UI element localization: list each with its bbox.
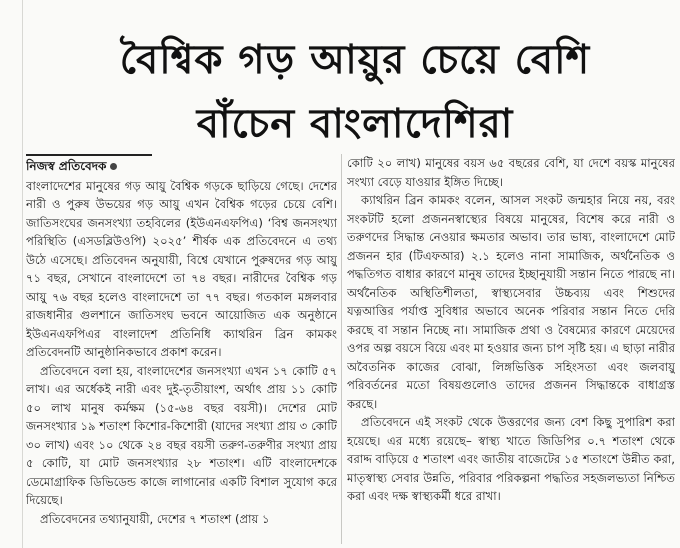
paragraph-right-3: প্রতিবেদনে এই সংকট থেকে উত্তরণের জন্য বেশ কিছু সুপারিশ করা হয়েছে। এর মধ্যে রয়েছে– স্বাস্থ্য খাতে জিডিপির ০.৭ শতাংশ থেকে বরাদ্দ বাড়িয়ে ৫ শতাংশ এবং জাতীয় বাজেটের ১৫ শতাংশে উন্নীত করা, মাতৃস্বাস্থ্য সেবার উন্নতি, পরিবার পরিকল্পনা পদ্ধতির সহজলভ্যতা নিশ্চিত করা এবং দক্ষ স্বাস্থ্যকর্মী ধরে রাখা।	[347, 415, 675, 503]
paragraph-left-2: প্রতিবেদনে বলা হয়, বাংলাদেশের জনসংখ্যা এখন ১৭ কোটি ৫৭ লাখ। এর অর্ধেকই নারী এবং দুই-তৃতীয়াংশ, অর্থাৎ প্রায় ১১ কোটি ৫০ লাখ মানুষ কর্মক্ষম (১৫-৬৪ বছর বয়সী)। দেশের মোট জনসংখ্যার ১৯ শতাংশ কিশোর-কিশোরী (যাদের সংখ্যা প্রায় ৩ কোটি ৩০ লাখ) এবং ১০ থেকে ২৪ বছর বয়সী তরুণ-তরুণীর সংখ্যা প্রায় ৫ কোটি, যা মোট জনসংখ্যার ২৮ শতাংশ। এটি বাংলাদেশকে ডেমোগ্রাফিক ডিভিডেন্ড কাজে লাগানোর একটি বিশাল সুযোগ করে দিয়েছে।	[26, 363, 337, 507]
paragraph-left-3: প্রতিবেদনের তথ্যানুযায়ী, দেশের ৭ শতাংশ (প্রায় ১	[40, 511, 270, 526]
headline-line-1: বৈশ্বিক গড় আয়ুর চেয়ে বেশি	[119, 37, 591, 83]
headline-line-2: বাঁচেন বাংলাদেশিরা	[196, 101, 514, 147]
paragraph-left-1: বাংলাদেশের মানুষের গড় আয়ু বৈশ্বিক গড়কে ছাড়িয়ে গেছে। দেশের নারী ও পুরুষ উভয়ের গড় আয়ু এখন বৈশ্বিক গড়ের চেয়ে বেশি। জাতিসংঘের জনসংখ্যা তহবিলের (ইউএনএফপিএ) ‘বিশ্ব জনসংখ্যা পরিস্থিতি (এসডব্লিউওপি) ২০২৫’ শীর্ষক এক প্রতিবেদনে এ তথ্য উঠে এসেছে। প্রতিবেদন অনুযায়ী, বিশ্বে যেখানে পুরুষদের গড় আয়ু ৭১ বছর, সেখানে বাংলাদেশে তা ৭৪ বছর। নারীদের বৈশ্বিক গড় আয়ু ৭৬ বছর হলেও বাংলাদেশে তা ৭৭ বছর। গতকাল মঙ্গলবার রাজধানীর গুলশানে জাতিসংঘ ভবনে আয়োজিত এক অনুষ্ঠানে ইউএনএফপিএর বাংলাদেশ প্রতিনিধি ক্যাথরিন ব্রিন কামকং প্রতিবেদনটি আনুষ্ঠানিকভাবে প্রকাশ করেন।	[26, 178, 337, 359]
paragraph-right-2: ক্যাথরিন ব্রিন কামকং বলেন, আসল সংকট জন্মহার নিয়ে নয়, বরং সংকটটি হলো প্রজননস্বাস্থ্যের বিষয়ে মানুষের, বিশেষ করে নারী ও তরুণদের সিদ্ধান্ত নেওয়ার ক্ষমতার অভাব। তার ভাষ্য, বাংলাদেশে মোট প্রজনন হার (টিএফআর) ২.১ হলেও নানা সামাজিক, অর্থনৈতিক ও পদ্ধতিগত বাধার কারণে মানুষ তাদের ইচ্ছানুযায়ী সন্তান নিতে পারছে না। অর্থনৈতিক অস্থিতিশীলতা, স্বাস্থ্যসেবার উচ্চব্যয় এবং শিশুদের যত্নআত্তির পর্যাপ্ত সুবিধার অভাবে অনেক পরিবার সন্তান নিতে দেরি করছে বা সন্তান নিচ্ছে না। সামাজিক প্রথা ও বৈষম্যের কারণে মেয়েদের ওপর অল্প বয়সে বিয়ে এবং মা হওয়ার জন্য চাপ সৃষ্টি হয়। এ ছাড়া নারীর অবৈতনিক কাজের বোঝা, লিঙ্গভিত্তিক সহিংসতা এবং জলবায়ু পরিবর্তনের মতো বিষয়গুলোও তাদের প্রজনন সিদ্ধান্তকে বাধাগ্রস্ত করছে।	[347, 193, 675, 411]
column-divider	[341, 154, 342, 544]
byline-bullet-icon	[110, 163, 117, 170]
paragraph-right-1: কোটি ২০ লাখ) মানুষের বয়স ৬৫ বছরের বেশি, যা দেশে বয়স্ক মানুষের সংখ্যা বেড়ে যাওয়ার ইঙ্গিত দিচ্ছে।	[347, 156, 675, 189]
article-column-right	[347, 154, 675, 546]
article-column-left	[26, 154, 337, 546]
adjacent-article-margin	[0, 0, 23, 548]
byline-text: নিজস্ব প্রতিবেদক	[26, 159, 107, 173]
byline	[26, 154, 152, 176]
